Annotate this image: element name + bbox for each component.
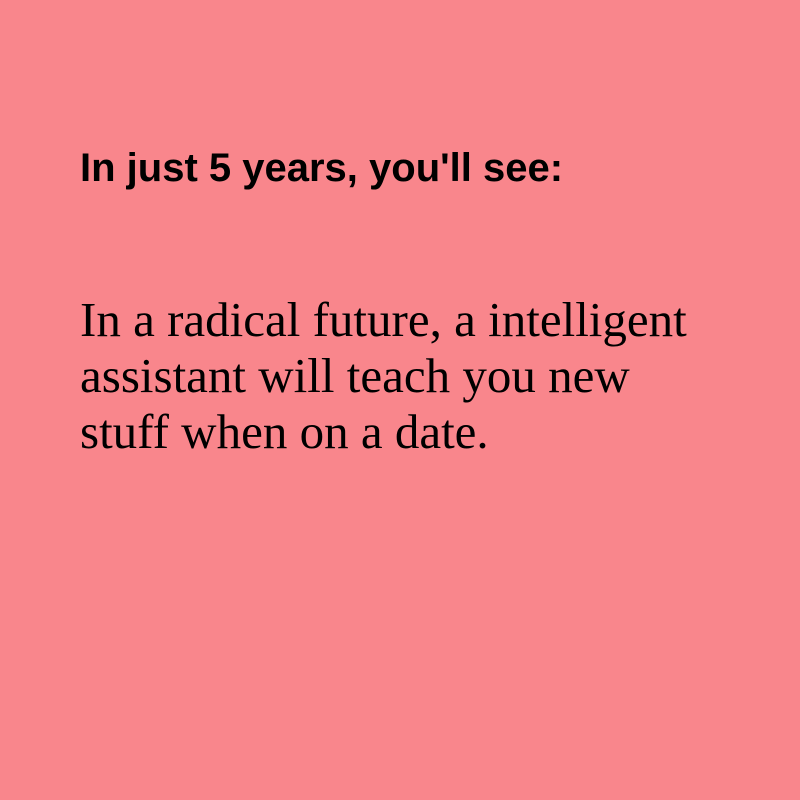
prediction-text: In a radical future, a intelligent assistant will teach you new stuff when on a date.: [80, 292, 687, 459]
headline: In just 5 years, you'll see:: [80, 146, 564, 190]
